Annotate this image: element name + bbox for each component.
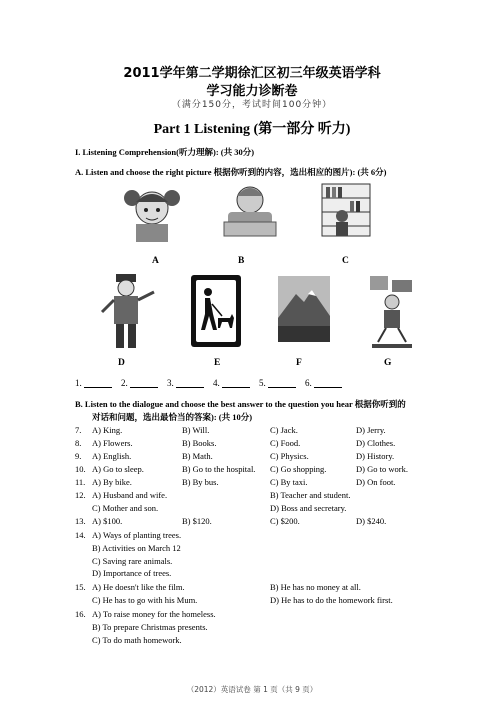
question-16: 16.	[75, 609, 86, 619]
picture-e-dog-sign	[190, 274, 242, 348]
picture-f-mountain	[278, 276, 330, 342]
exam-title: 2011学年第二学期徐汇区初三年级英语学科	[123, 66, 381, 81]
picture-g-cartoon	[366, 272, 416, 352]
q10-option-c[interactable]: C) Go shopping.	[270, 464, 327, 474]
exam-score-time: （满分150分，考试时间100分钟）	[171, 100, 333, 110]
question-11: 11.	[75, 477, 86, 487]
q7-option-c[interactable]: C) Jack.	[270, 425, 298, 435]
q12-option-d[interactable]: D) Boss and secretary.	[270, 503, 347, 513]
question-12: 12.	[75, 490, 86, 500]
q8-option-d[interactable]: D) Clothes.	[356, 438, 396, 448]
section-i-heading: I. Listening Comprehension(听力理解): (共 30分)	[75, 147, 255, 157]
q13-option-b[interactable]: B) $120.	[182, 516, 212, 526]
picture-label-d: D	[118, 358, 125, 368]
section-b-heading-line1: B. Listen to the dialogue and choose the best answer to the question you hear 根据你听到的	[75, 399, 406, 409]
q12-option-a[interactable]: A) Husband and wife.	[92, 490, 168, 500]
q14-option-d[interactable]: D) Importance of trees.	[92, 568, 172, 578]
q10-option-d[interactable]: D) Go to work.	[356, 464, 408, 474]
page-footer: （2012）英语试卷 第 1 页（共 9 页）	[186, 685, 318, 694]
q16-option-a[interactable]: A) To raise money for the homeless.	[92, 609, 216, 619]
picture-a-girl	[120, 180, 184, 242]
answer-blank-1[interactable]	[84, 378, 112, 388]
question-15: 15.	[75, 582, 86, 592]
q12-option-c[interactable]: C) Mother and son.	[92, 503, 159, 513]
question-13: 13.	[75, 516, 86, 526]
q8-option-c[interactable]: C) Food.	[270, 438, 301, 448]
q9-option-a[interactable]: A) English.	[92, 451, 132, 461]
picture-c-library	[320, 182, 372, 240]
q16-option-c[interactable]: C) To do math homework.	[92, 635, 182, 645]
q15-option-d[interactable]: D) He has to do the homework first.	[270, 595, 393, 605]
q10-option-b[interactable]: B) Go to the hospital.	[182, 464, 256, 474]
exam-subtitle: 学习能力诊断卷	[206, 84, 298, 99]
answer-blank-3[interactable]	[176, 378, 204, 388]
picture-d-policeman	[96, 272, 156, 352]
q9-option-c[interactable]: C) Physics.	[270, 451, 309, 461]
q11-option-c[interactable]: C) By taxi.	[270, 477, 308, 487]
answer-blank-5[interactable]	[268, 378, 296, 388]
question-8: 8.	[75, 438, 82, 448]
section-b-heading-line2: 对话和问题，选出最恰当的答案): (共 10分)	[92, 412, 253, 422]
picture-label-e: E	[214, 358, 221, 368]
answer-line: 1. 2. 3. 4. 5. 6.	[75, 378, 342, 388]
q7-option-b[interactable]: B) Will.	[182, 425, 210, 435]
picture-label-a: A	[152, 256, 159, 266]
q7-option-a[interactable]: A) King.	[92, 425, 123, 435]
q13-option-a[interactable]: A) $100.	[92, 516, 123, 526]
q14-option-c[interactable]: C) Saving rare animals.	[92, 556, 173, 566]
q11-option-d[interactable]: D) On foot.	[356, 477, 396, 487]
q14-option-b[interactable]: B) Activities on March 12	[92, 543, 181, 553]
q9-option-d[interactable]: D) History.	[356, 451, 395, 461]
question-10: 10.	[75, 464, 86, 474]
q14-option-a[interactable]: A) Ways of planting trees.	[92, 530, 182, 540]
q8-option-a[interactable]: A) Flowers.	[92, 438, 133, 448]
picture-b-boy	[222, 180, 278, 238]
q7-option-d[interactable]: D) Jerry.	[356, 425, 386, 435]
q10-option-a[interactable]: A) Go to sleep.	[92, 464, 144, 474]
section-a-heading: A. Listen and choose the right picture 根据你听到的内容，选出相应的图片): (共 6分)	[75, 167, 387, 177]
picture-label-b: B	[238, 256, 245, 266]
q15-option-b[interactable]: B) He has no money at all.	[270, 582, 361, 592]
picture-label-g: G	[384, 358, 392, 368]
picture-label-f: F	[296, 358, 302, 368]
part-title: Part 1 Listening (第一部分 听力)	[153, 122, 351, 137]
q11-option-a[interactable]: A) By bike.	[92, 477, 132, 487]
q13-option-c[interactable]: C) $200.	[270, 516, 300, 526]
question-7: 7.	[75, 425, 82, 435]
q16-option-b[interactable]: B) To prepare Christmas presents.	[92, 622, 208, 632]
q9-option-b[interactable]: B) Math.	[182, 451, 213, 461]
q11-option-b[interactable]: B) By bus.	[182, 477, 219, 487]
answer-blank-4[interactable]	[222, 378, 250, 388]
q13-option-d[interactable]: D) $240.	[356, 516, 387, 526]
q8-option-b[interactable]: B) Books.	[182, 438, 217, 448]
answer-blank-2[interactable]	[130, 378, 158, 388]
question-9: 9.	[75, 451, 82, 461]
question-14: 14.	[75, 530, 86, 540]
picture-label-c: C	[342, 256, 349, 266]
answer-blank-6[interactable]	[314, 378, 342, 388]
q12-option-b[interactable]: B) Teacher and student.	[270, 490, 351, 500]
q15-option-c[interactable]: C) He has to go with his Mum.	[92, 595, 198, 605]
q15-option-a[interactable]: A) He doesn't like the film.	[92, 582, 185, 592]
